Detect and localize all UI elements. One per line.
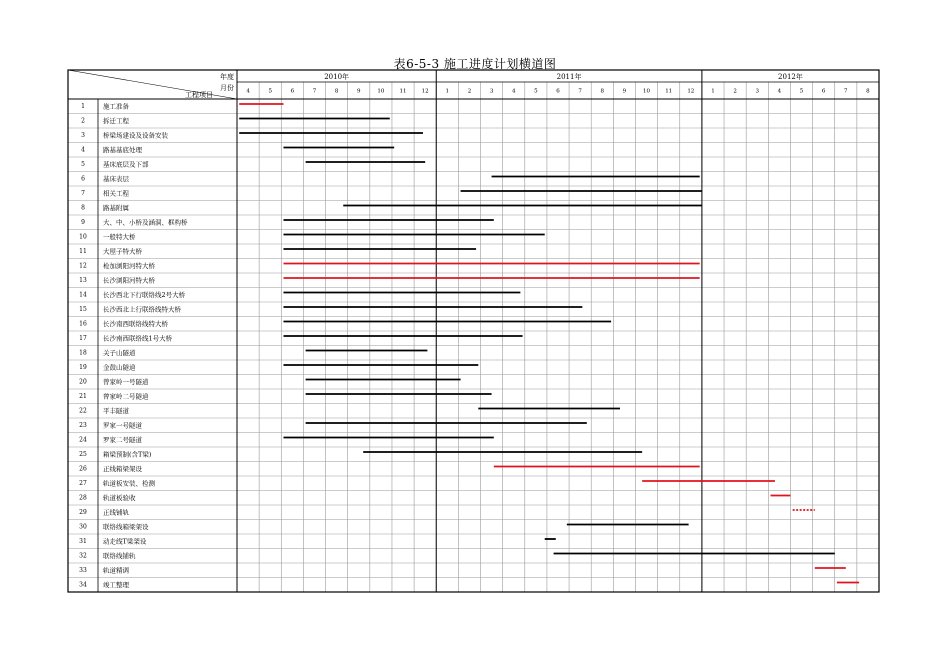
task-name: 金鼓山隧道 — [103, 363, 136, 372]
task-number: 24 — [79, 436, 87, 444]
month-label: 10 — [377, 88, 385, 95]
task-name: 平丰隧道 — [103, 406, 129, 415]
task-name: 拆迁工程 — [103, 116, 129, 125]
task-name: 正线箱梁架设 — [103, 464, 142, 473]
task-name: 箱梁预制(含T梁) — [103, 450, 152, 459]
task-number: 18 — [79, 349, 87, 357]
task-number: 21 — [79, 392, 87, 400]
task-name: 联络线箱梁架设 — [103, 522, 149, 531]
task-number: 3 — [81, 131, 85, 139]
task-name: 一般特大桥 — [103, 232, 136, 241]
task-name: 路基附属 — [103, 203, 129, 212]
project-header-label: 工程项目 — [185, 91, 213, 99]
month-label: 7 — [312, 88, 317, 95]
month-label: 8 — [866, 88, 870, 95]
task-name: 竣工整理 — [103, 580, 129, 589]
task-name: 联络线铺轨 — [103, 551, 136, 560]
task-name: 基床底层及下部 — [103, 160, 149, 169]
task-number: 13 — [79, 276, 87, 284]
task-number: 30 — [79, 523, 87, 531]
task-number: 6 — [81, 175, 85, 183]
task-number: 23 — [79, 421, 87, 429]
month-label: 2 — [467, 88, 472, 95]
task-name: 轨道精调 — [103, 566, 129, 575]
chart-title: 表6-5-3 施工进度计划横道图 — [393, 57, 557, 71]
task-name: 曾家岭二号隧道 — [103, 392, 149, 401]
task-name: 长沙浏阳河特大桥 — [103, 276, 155, 285]
task-name: 桥梁场建设及设备安装 — [103, 131, 168, 140]
year-label: 2011年 — [556, 73, 582, 81]
task-number: 7 — [81, 189, 85, 197]
task-name: 路基基底处理 — [103, 145, 142, 154]
task-number: 29 — [79, 508, 87, 516]
task-number: 12 — [79, 262, 87, 270]
task-name: 罗家一号隧道 — [103, 421, 142, 430]
month-label: 7 — [578, 88, 582, 95]
task-name: 基床表层 — [103, 174, 129, 183]
month-label: 8 — [600, 88, 605, 95]
task-number: 8 — [81, 204, 85, 212]
task-name: 正线铺轨 — [103, 508, 129, 517]
task-number: 5 — [81, 160, 85, 168]
task-name: 轨道板安装、检测 — [103, 479, 155, 488]
task-name: 长沙西北上行联络线特大桥 — [103, 305, 181, 314]
month-label: 3 — [489, 88, 494, 95]
month-label: 4 — [777, 88, 782, 95]
year-label: 2012年 — [778, 73, 803, 81]
task-name: 大、中、小桥及涵洞、框构桥 — [103, 218, 188, 227]
task-name: 轨道板验收 — [103, 493, 136, 502]
task-name: 长沙南西联络线特大桥 — [103, 319, 168, 328]
month-label: 5 — [534, 88, 538, 95]
month-label: 6 — [290, 88, 295, 95]
month-header-label: 月份 — [220, 84, 234, 92]
month-label: 11 — [399, 88, 407, 95]
task-number: 20 — [79, 378, 87, 386]
task-number: 16 — [79, 320, 87, 328]
month-label: 6 — [556, 88, 560, 95]
month-label: 9 — [357, 88, 361, 95]
year-label: 2010年 — [324, 73, 350, 81]
month-label: 1 — [445, 88, 450, 95]
month-label: 11 — [665, 88, 673, 95]
task-number: 9 — [81, 218, 85, 226]
task-name: 枪加浏阳河特大桥 — [103, 261, 155, 270]
task-name: 动走线T梁架设 — [103, 537, 147, 546]
task-number: 26 — [79, 465, 87, 473]
task-name: 曾家岭一号隧道 — [103, 377, 149, 386]
month-label: 7 — [844, 88, 848, 95]
task-number: 4 — [81, 146, 85, 154]
month-label: 3 — [755, 88, 759, 95]
task-number: 31 — [79, 537, 87, 545]
task-number: 34 — [79, 581, 87, 589]
month-label: 5 — [799, 88, 804, 95]
task-name: 长沙南西联络线1号大桥 — [103, 334, 173, 343]
month-label: 2 — [733, 88, 737, 95]
month-label: 8 — [334, 88, 339, 95]
month-label: 12 — [687, 88, 695, 95]
task-name: 罗家二号隧道 — [103, 435, 142, 444]
month-label: 4 — [511, 88, 516, 95]
year-header-label: 年度 — [220, 73, 234, 81]
month-label: 12 — [421, 88, 429, 95]
task-number: 19 — [79, 363, 87, 371]
task-name: 相关工程 — [103, 189, 129, 198]
month-label: 5 — [268, 88, 272, 95]
task-number: 22 — [79, 407, 87, 415]
task-number: 1 — [81, 102, 85, 110]
month-label: 6 — [821, 88, 826, 95]
task-name: 施工准备 — [103, 102, 129, 111]
month-label: 10 — [643, 88, 651, 95]
task-name: 长沙西北下行联络线2号大桥 — [103, 290, 186, 299]
month-label: 9 — [622, 88, 627, 95]
task-number: 11 — [79, 247, 87, 255]
task-number: 15 — [79, 305, 87, 313]
task-number: 17 — [79, 334, 87, 342]
task-number: 25 — [79, 450, 87, 458]
month-label: 1 — [711, 88, 715, 95]
task-number: 28 — [79, 494, 87, 502]
task-number: 14 — [79, 291, 87, 299]
task-number: 33 — [79, 566, 87, 574]
task-name: 关子山隧道 — [103, 348, 136, 357]
task-name: 大屋子特大桥 — [103, 247, 142, 256]
task-number: 2 — [81, 117, 85, 125]
task-number: 32 — [79, 552, 87, 560]
task-number: 27 — [79, 479, 87, 487]
task-number: 10 — [79, 233, 87, 241]
month-label: 4 — [246, 88, 250, 95]
